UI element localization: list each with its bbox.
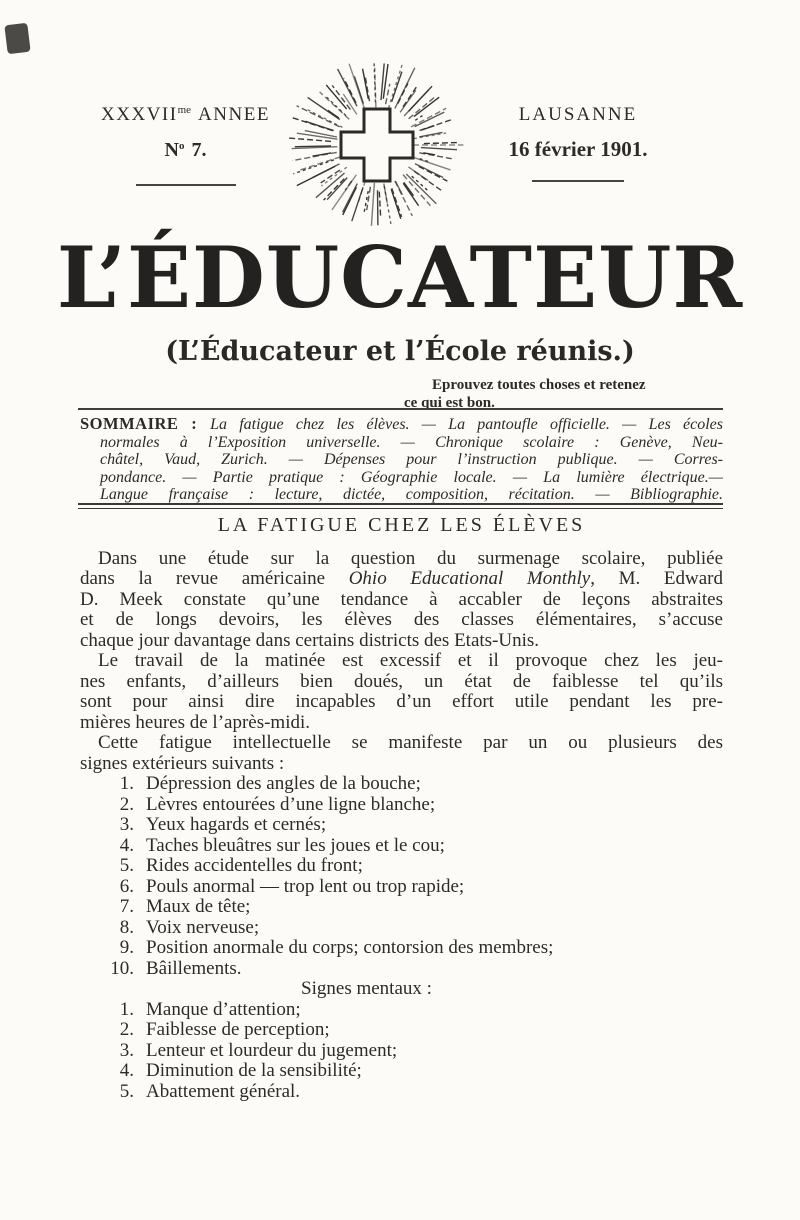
article-line: et de longs devoirs, les élèves des classes élémentaires, s’accuse [80, 609, 723, 630]
masthead-title: L’ÉDUCATEUR [56, 228, 744, 327]
sommaire-line: normales à l’Exposition universelle. — Chronique scolaire : Genève, Neu- [100, 433, 723, 451]
list-item-number: 1. [119, 998, 134, 1020]
list-item [100, 836, 723, 857]
date-line: 16 février 1901. [508, 137, 648, 161]
list-item-number: 3. [119, 1039, 134, 1061]
article-line: signes extérieurs suivants : [80, 752, 285, 774]
city-line: LAUSANNE [518, 104, 638, 125]
article-line: nes enfants, d’ailleurs bien doués, un état de faiblesse tel qu’ils [80, 670, 723, 692]
list-item-text: Position anormale du corps; contorsion des membres; [146, 937, 554, 958]
list-item [100, 856, 723, 877]
sommaire-line: châtel, Vaud, Zurich. — Dépenses pour l’instruction publique. — Corres- [100, 451, 723, 468]
list-item [100, 938, 723, 959]
list-item-number: 5. [119, 1080, 134, 1102]
article [80, 515, 723, 1102]
article-paragraphs [80, 549, 723, 775]
list-item [100, 1082, 723, 1103]
list-item-text: Faiblesse de perception; [146, 1019, 330, 1040]
list-item-number: 4. [119, 834, 134, 856]
sommaire-line: Langue française : lecture, dictée, composition, récitation. — Bibliographie. [100, 486, 723, 503]
header-left-block [58, 104, 313, 186]
swiss-cross-sunburst-emblem [282, 50, 472, 240]
mental-signs-heading: Signes mentaux : [301, 978, 432, 999]
sommaire-label: SOMMAIRE : [80, 414, 211, 433]
list-item-text: Taches bleuâtres sur les joues et le cou; [146, 834, 445, 856]
list-item-text: Rides accidentelles du front; [146, 855, 363, 876]
list-item-text: Yeux hagards et cernés; [146, 814, 327, 835]
list-item-text: Abattement général. [146, 1080, 301, 1102]
list-item-number: 7. [119, 896, 134, 917]
list-item-number: 5. [119, 855, 134, 876]
list-item [100, 877, 723, 898]
ink-smudge [4, 23, 30, 55]
article-line: chaque jour davantage dans certains districts des Etats-Unis. [80, 629, 540, 651]
article-line: Le travail de la matinée est excessif et il provoque chez les jeu- [98, 650, 723, 671]
header-rule-right [532, 180, 624, 182]
list-item [100, 918, 723, 939]
article-line: Cette fatigue intellectuelle se manifeste par un ou plusieurs des [98, 732, 723, 753]
motto-line-1: Eprouvez toutes choses et retenez [432, 377, 646, 393]
sommaire-block [80, 415, 723, 504]
list-item [100, 1061, 723, 1082]
article-line: mières heures de l’après-midi. [80, 711, 311, 733]
mental-signs-list [100, 1000, 723, 1103]
list-item [100, 815, 723, 836]
list-item [100, 1020, 723, 1041]
article-line: dans la revue américaine Ohio Educational Monthly, M. Edward [80, 568, 723, 589]
list-item [100, 1041, 723, 1062]
list-item-number: 2. [119, 1019, 134, 1040]
list-item-number: 1. [119, 773, 134, 794]
list-item [100, 795, 723, 816]
article-line: sont pour ainsi dire incapables d’un effort utile pendant les pre- [80, 691, 723, 712]
list-item-text: Pouls anormal — trop lent ou trop rapide; [146, 875, 465, 897]
list-item-text: Diminution de la sensibilité; [146, 1060, 362, 1081]
list-item-number: 8. [119, 916, 134, 938]
list-item-text: Voix nerveuse; [146, 916, 260, 938]
article-line: Dans une étude sur la question du surmenage scolaire, publiée [98, 547, 723, 569]
list-item-text: Maux de tête; [146, 896, 251, 917]
physical-signs-list [100, 774, 723, 979]
article-title: LA FATIGUE CHEZ LES ÉLÈVES [217, 514, 586, 536]
swiss-cross-icon [341, 109, 413, 181]
sommaire-line: pondance. — Partie pratique : Géographie locale. — La lumière électrique.— [100, 468, 723, 486]
motto-line-2: ce qui est bon. [404, 395, 495, 411]
sommaire-bottom-double-rule [78, 503, 723, 509]
list-item-text: Lèvres entourées d’une ligne blanche; [146, 793, 436, 815]
list-item-text: Dépression des angles de la bouche; [146, 773, 421, 794]
list-item-text: Manque d’attention; [146, 998, 301, 1020]
list-item-number: 10. [110, 957, 134, 979]
year-line: $XXXVII^{me}$ ANNEE [101, 104, 270, 125]
header-rule-left [136, 184, 236, 186]
list-item-number: 2. [119, 793, 134, 815]
masthead-subtitle: (L’Éducateur et l’École réunis.) [165, 336, 635, 367]
list-item [100, 1000, 723, 1021]
list-item-number: 4. [119, 1060, 134, 1081]
list-item-number: 3. [119, 814, 134, 835]
list-item [100, 959, 723, 980]
list-item-text: Bâillements. [146, 957, 242, 979]
list-item-number: 9. [119, 937, 134, 958]
article-line: D. Meek constate qu’une tendance à accabler de leçons abstraites [80, 588, 723, 610]
issue-number: $N^o$ 7. [164, 139, 207, 161]
list-item-text: Lenteur et lourdeur du jugement; [146, 1039, 398, 1061]
list-item [100, 774, 723, 795]
list-item-number: 6. [119, 875, 134, 897]
header-right-block [448, 104, 708, 182]
sommaire-line: SOMMAIRE : La fatigue chez les élèves. — La pantoufle officielle. — Les écoles [80, 414, 723, 433]
list-item [100, 897, 723, 918]
sommaire-top-rule [78, 408, 723, 410]
